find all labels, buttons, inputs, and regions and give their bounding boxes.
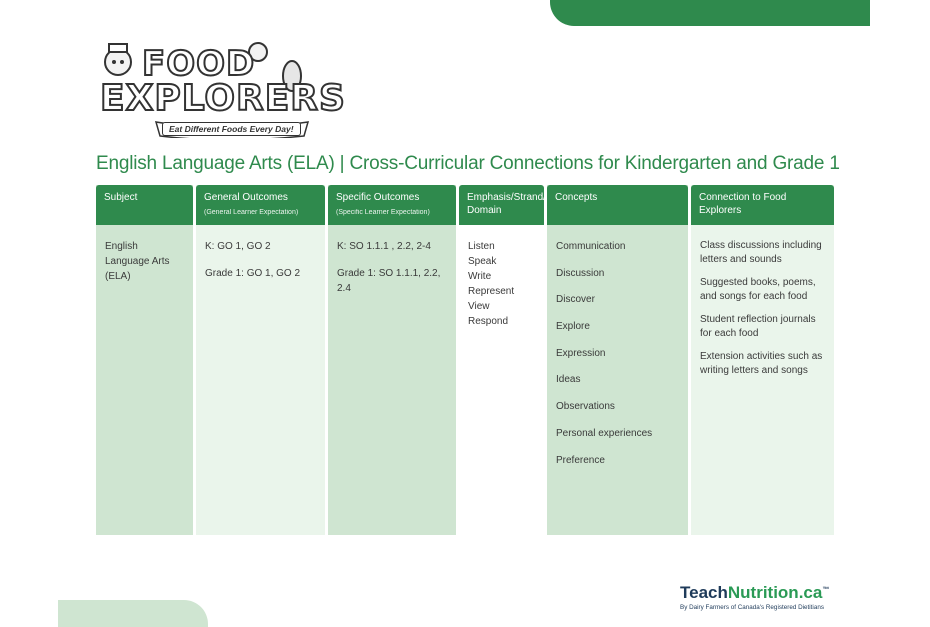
column-concepts bbox=[547, 185, 688, 535]
food-explorers-logo bbox=[96, 38, 346, 138]
cell-subject bbox=[96, 233, 193, 535]
teachnutrition-byline: By Dairy Farmers of Canada's Registered Dietitians bbox=[680, 604, 824, 611]
connection-item: Student reflection journals for each food bbox=[700, 314, 816, 339]
emphasis-item: Write bbox=[468, 271, 492, 282]
column-subject bbox=[96, 185, 193, 535]
header-connection bbox=[691, 185, 834, 225]
emphasis-item: Represent bbox=[468, 286, 515, 297]
concept-item: Preference bbox=[556, 454, 605, 466]
concept-item: Discover bbox=[556, 294, 595, 306]
logo-word-food: FOOD bbox=[142, 44, 256, 84]
header-emphasis-label: Emphasis/Strand/ Domain bbox=[467, 192, 546, 216]
connection-item: Class discussions including letters and sounds bbox=[700, 240, 822, 265]
concept-item: Expression bbox=[556, 347, 606, 359]
header-emphasis bbox=[459, 185, 544, 225]
header-connection-label: Connection to Food Explorers bbox=[699, 192, 787, 216]
header-specific-sublabel: (Specific Learner Expectation) bbox=[336, 209, 430, 216]
column-emphasis bbox=[459, 185, 544, 535]
cell-specific-outcomes bbox=[328, 233, 456, 535]
header-subject-label: Subject bbox=[104, 192, 138, 203]
brand-part-nutrition: Nutrition.ca bbox=[727, 583, 823, 602]
cell-general-outcomes bbox=[196, 233, 325, 535]
header-general-sublabel: (General Learner Expectation) bbox=[204, 209, 299, 216]
top-decor-band bbox=[550, 0, 870, 26]
specific-outcome-k: K: SO 1.1.1 , 2.2, 2-4 bbox=[337, 241, 431, 252]
concept-item: Explore bbox=[556, 321, 590, 333]
general-outcome-k: K: GO 1, GO 2 bbox=[205, 241, 271, 252]
cell-emphasis bbox=[459, 233, 544, 535]
header-general-outcomes bbox=[196, 185, 325, 225]
column-specific-outcomes bbox=[328, 185, 456, 535]
bottom-decor-band bbox=[58, 600, 208, 627]
concept-item: Communication bbox=[556, 241, 626, 252]
emphasis-item: Listen bbox=[468, 241, 495, 252]
connection-item: Suggested books, poems, and songs for each food bbox=[700, 277, 816, 302]
header-concepts bbox=[547, 185, 688, 225]
column-connection bbox=[691, 185, 834, 535]
header-concepts-label: Concepts bbox=[555, 192, 598, 203]
specific-outcome-grade1: Grade 1: SO 1.1.1, 2.2, 2.4 bbox=[337, 268, 441, 294]
general-outcome-grade1: Grade 1: GO 1, GO 2 bbox=[205, 268, 301, 279]
brand-part-teach: Teach bbox=[680, 583, 728, 602]
teachnutrition-wordmark bbox=[680, 583, 829, 603]
curriculum-table bbox=[96, 185, 834, 535]
trademark-symbol: ™ bbox=[822, 586, 830, 594]
header-specific-label: Specific Outcomes bbox=[336, 192, 420, 203]
emphasis-item: View bbox=[468, 301, 490, 312]
emphasis-item: Speak bbox=[468, 256, 497, 267]
concept-item: Observations bbox=[556, 401, 615, 413]
header-subject bbox=[96, 185, 193, 225]
page-title: English Language Arts (ELA) | Cross-Curricular Connections for Kindergarten and Grade 1 bbox=[96, 153, 840, 174]
teachnutrition-logo bbox=[680, 583, 829, 611]
connection-item: Extension activities such as writing letters and songs bbox=[700, 351, 823, 376]
logo-tagline: Eat Different Foods Every Day! bbox=[162, 122, 301, 136]
concept-item: Ideas bbox=[556, 374, 581, 386]
concept-item: Personal experiences bbox=[556, 427, 653, 439]
cell-concepts bbox=[547, 233, 688, 535]
logo-word-explorers: EXPLORERS bbox=[100, 78, 346, 119]
emphasis-item: Respond bbox=[468, 316, 509, 327]
header-general-label: General Outcomes bbox=[204, 192, 288, 203]
concept-item: Discussion bbox=[556, 267, 605, 279]
column-general-outcomes bbox=[196, 185, 325, 535]
subject-text: English Language Arts (ELA) bbox=[105, 241, 170, 282]
header-specific-outcomes bbox=[328, 185, 456, 225]
cell-connection bbox=[691, 233, 834, 535]
